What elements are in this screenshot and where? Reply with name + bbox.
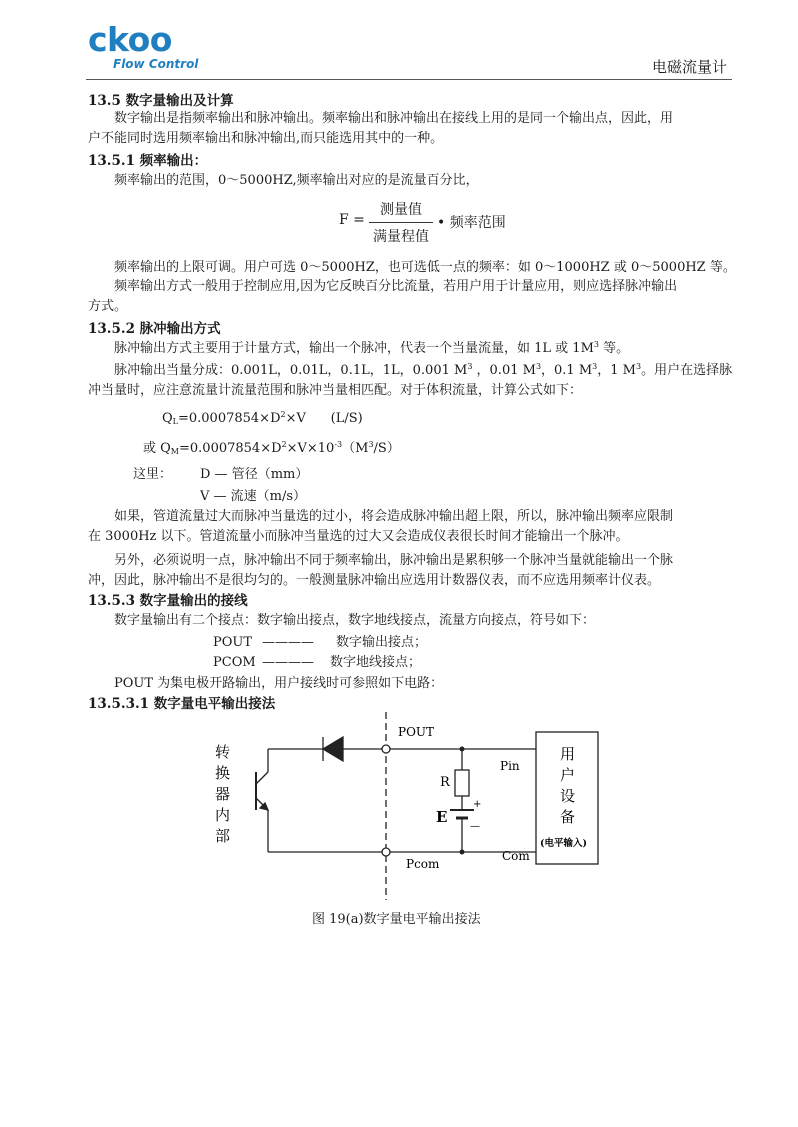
minus-label: — <box>470 821 480 832</box>
device-sublabel: (电平输入) <box>540 838 587 849</box>
paragraph: 冲当量时，应注意流量计流量范围和脉冲当量相匹配。对于体积流量，计算公式如下： <box>88 383 583 398</box>
section-13-5-heading: 13.5 数字量输出及计算 <box>88 93 234 109</box>
pout-label: POUT <box>398 725 435 739</box>
converter-label-char: 器 <box>215 785 231 803</box>
junction-dot <box>460 747 465 752</box>
fraction-bar <box>369 222 433 223</box>
section-13-5-2-heading: 13.5.2 脉冲输出方式 <box>88 321 221 337</box>
converter-label-char: 换 <box>215 764 231 782</box>
brand-tagline: Flow Control <box>113 57 199 71</box>
com-label: Com <box>502 849 530 863</box>
paragraph: 数字量输出有二个接点：数字输出接点，数字地线接点，流量方向接点，符号如下： <box>114 613 596 628</box>
paragraph: 冲，因此，脉冲输出不是很均匀的。一般测量脉冲输出应选用计数器仪表，而不应选用频率计仪表。 <box>88 573 661 588</box>
where-label: 这里： <box>133 467 173 482</box>
brand-logo: ckoo <box>88 20 172 59</box>
paragraph: 如果，管道流量过大而脉冲当量选的过小，将会造成脉冲输出超上限，所以，脉冲输出频率应限制 <box>114 509 674 524</box>
device-label-char: 备 <box>560 808 576 826</box>
pout-name: POUT <box>213 635 253 650</box>
formula-qm: 或 $Q_M=0.0007854\times D^2\times V\times 10^{-3}(M^3/S)$ <box>143 440 400 456</box>
paragraph: 另外，必须说明一点，脉冲输出不同于频率输出，脉冲输出是累积够一个脉冲当量就能输出一个脉 <box>114 553 674 568</box>
formula-lhs: F = <box>339 212 365 228</box>
resistor-label: R <box>440 775 450 790</box>
section-13-5-3-heading: 13.5.3 数字量输出的接线 <box>88 593 248 609</box>
converter-label-char: 内 <box>215 806 231 824</box>
pin-label: Pin <box>500 759 520 773</box>
section-13-5-1-heading: 13.5.1 频率输出： <box>88 153 208 169</box>
pcom-label: Pcom <box>406 857 440 871</box>
section-13-5-3-1-heading: 13.5.3.1 数字量电平输出接法 <box>88 696 276 712</box>
paragraph: 频率输出的范围，0～5000HZ,频率输出对应的是流量百分比， <box>114 173 479 188</box>
definition-v: V — 流速（m/s） <box>200 489 307 504</box>
pcom-terminal <box>382 848 390 856</box>
device-label-char: 户 <box>560 766 576 784</box>
pcom-desc: 数字地线接点； <box>330 655 422 670</box>
resistor-symbol <box>455 770 469 796</box>
figure-caption: 图 19(a)数字量电平输出接法 <box>312 912 481 927</box>
pout-desc: 数字输出接点； <box>336 635 428 650</box>
battery-label: E <box>436 808 448 826</box>
document-title: 电磁流量计 <box>651 58 727 76</box>
formula-numerator: 测量值 <box>380 202 422 218</box>
formula-ql: $Q_L=0.0007854\times D^2\times V$ (L/S) <box>162 410 363 426</box>
paragraph: 脉冲输出当量分成：0.001L，0.01L，0.1L，1L，0.001 $M^3$ ，0.01 $M^3$，0.1 $M^3$，1 $M^3$。用户在选择脉 <box>114 362 733 378</box>
plus-label: + <box>473 799 482 810</box>
paragraph: 方式。 <box>88 299 128 314</box>
converter-label-char: 转 <box>215 743 231 761</box>
paragraph: 户不能同时选用频率输出和脉冲输出,而只能选用其中的一种。 <box>88 131 444 146</box>
frequency-formula <box>339 199 519 249</box>
device-label-char: 用 <box>560 745 576 763</box>
diode-symbol <box>323 737 343 761</box>
header-divider <box>86 79 732 80</box>
paragraph: 数字输出是指频率输出和脉冲输出。频率输出和脉冲输出在接线上用的是同一个输出点，因此，用 <box>114 111 674 126</box>
formula-rhs: • 频率范围 <box>437 215 506 231</box>
device-label-char: 设 <box>560 787 576 805</box>
definition-d: D — 管径（mm） <box>200 467 309 482</box>
paragraph: 频率输出的上限可调。用户可选 0～5000HZ，也可选低一点的频率：如 0～1000HZ 或 0～5000HZ 等。 <box>114 260 736 275</box>
pout-dash: ———— <box>262 635 314 650</box>
pout-terminal <box>382 745 390 753</box>
paragraph: 在 3000Hz 以下。管道流量小而脉冲当量选的过大又会造成仪表很长时间才能输出一个脉冲。 <box>88 529 629 544</box>
pcom-dash: ———— <box>262 655 314 670</box>
paragraph: 频率输出方式一般用于控制应用,因为它反映百分比流量，若用户用于计量应用，则应选择脉冲输出 <box>114 279 678 294</box>
paragraph: POUT 为集电极开路输出，用户接线时可参照如下电路： <box>114 676 444 691</box>
pcom-name: PCOM <box>213 655 256 670</box>
circuit-diagram <box>200 712 620 902</box>
formula-denominator: 满量程值 <box>373 229 429 245</box>
paragraph: 脉冲输出方式主要用于计量方式，输出一个脉冲，代表一个当量流量，如 1L 或 $1M^3$ 等。 <box>114 340 630 356</box>
converter-label-char: 部 <box>215 827 231 845</box>
junction-dot <box>460 850 465 855</box>
